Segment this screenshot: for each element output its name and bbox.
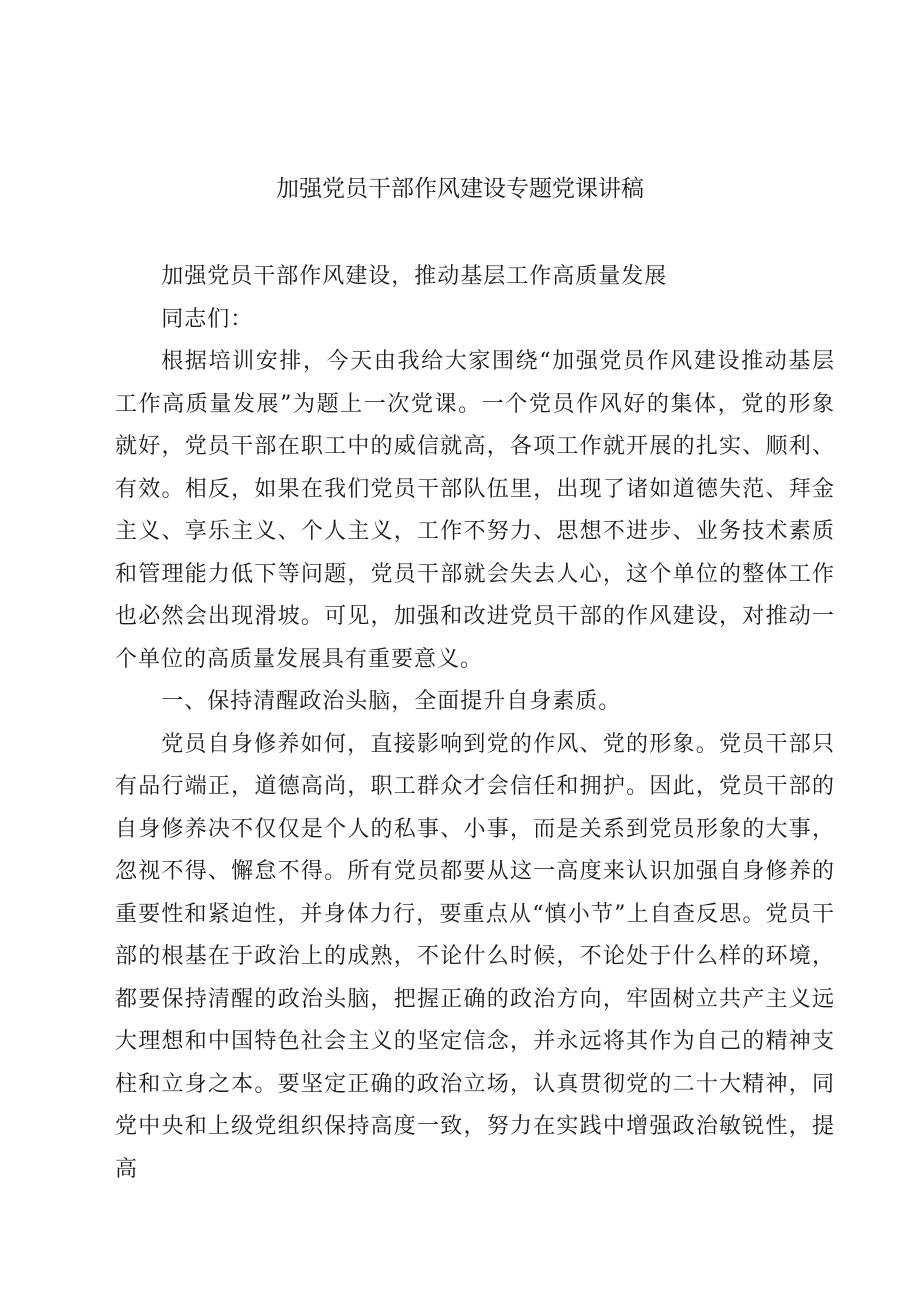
salutation-paragraph: 同志们： [161, 306, 254, 332]
section-1-paragraph: 党员自身修养如何，直接影响到党的作风、党的形象。党员干部只有品行端正，道德高尚，职工群众才会信任和拥护。因此，党员干部的自身修养决不仅仅是个人的私事、小事，而是关系到党员形象的大事，忽视不得、懈怠不得。所有党员都要从这一高度来认识加强自身修养的重要性和紧迫性，并身体力行，要重点从“慎小节”上自查反思。党员干部的根基在于政治上的成熟，不论什么时候，不论处于什么样的环境，都要保持清醒的政治头脑，把握正确的政治方向，牢固树立共产主义远大理想和中国特色社会主义的坚定信念，并永远将其作为自己的精神支柱和立身之本。要坚定正确的政治立场，认真贯彻党的二十大精神，同党中央和上级党组织保持高度一致，努力在实践中增强政治敏锐性，提高 [115, 731, 835, 1182]
document-body [115, 256, 835, 1191]
intro-paragraph: 根据培训安排，今天由我给大家围绕“加强党员作风建设推动基层工作高质量发展”为题上一次党课。一个党员作风好的集体，党的形象就好，党员干部在职工中的威信就高，各项工作就开展的扎实、顺利、有效。相反，如果在我们党员干部队伍里，出现了诸如道德失范、拜金主义、享乐主义、个人主义，工作不努力、思想不进步、业务技术素质和管理能力低下等问题，党员干部就会失去人心，这个单位的整体工作也必然会出现滑坡。可见，加强和改进党员干部的作风建设，对推动一个单位的高质量发展具有重要意义。 [115, 349, 835, 672]
section-heading-1: 一、保持清醒政治头脑，全面提升自身素质。 [161, 689, 622, 714]
document-title: 加强党员干部作风建设专题党课讲稿 [276, 176, 644, 202]
subtitle-paragraph: 加强党员干部作风建设，推动基层工作高质量发展 [161, 264, 668, 289]
